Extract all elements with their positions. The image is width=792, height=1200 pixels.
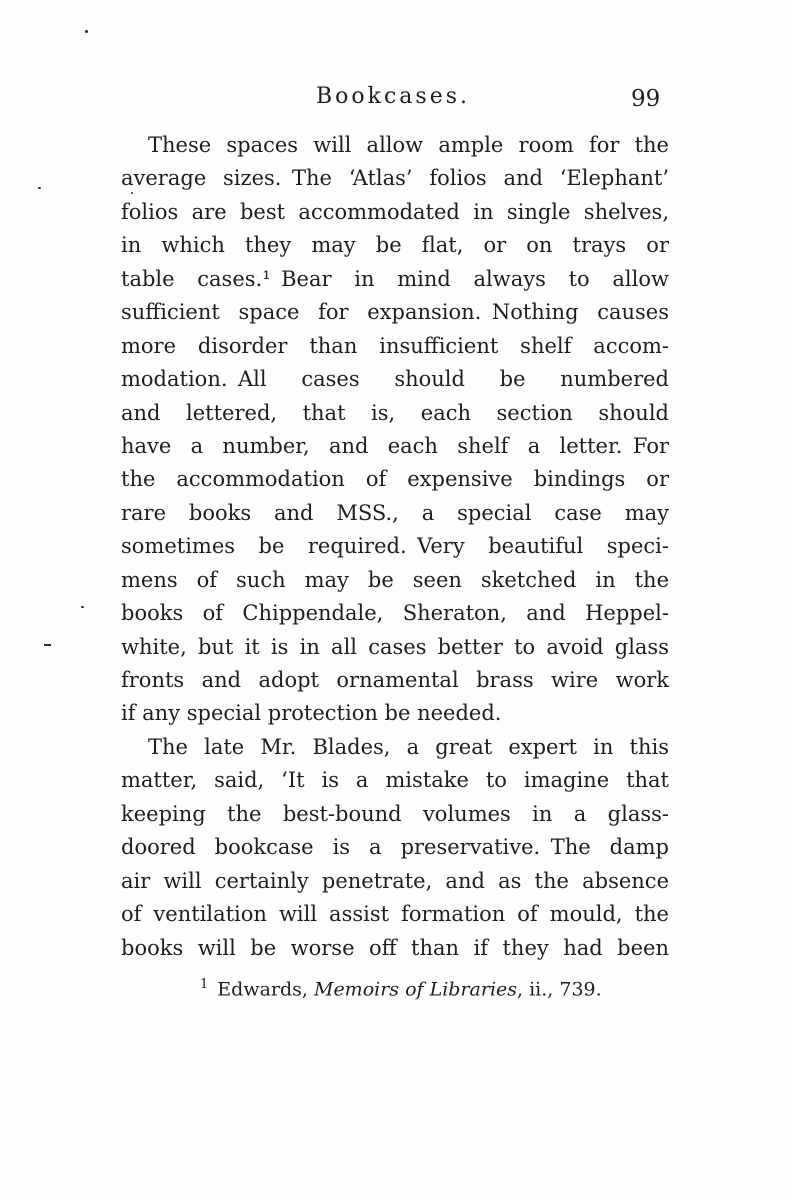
text-line: sometimes be required. Very beautiful speci- <box>121 534 669 559</box>
text-line: doored bookcase is a preservative. The damp <box>121 835 669 860</box>
text-line: rare books and MSS., a special case may <box>121 500 669 525</box>
scan-speck-dot <box>131 192 133 194</box>
text-line: more disorder than insufficient shelf accom- <box>121 333 669 358</box>
scan-speck-dot <box>38 187 41 189</box>
scan-speck-dash <box>44 644 51 646</box>
footnote-author: Edwards, <box>217 978 314 1001</box>
body-text <box>121 129 669 965</box>
footnote <box>200 972 602 1002</box>
text-line: books of Chippendale, Sheraton, and Heppel- <box>121 601 669 626</box>
text-line: and lettered, that is, each section should <box>121 400 669 425</box>
text-line: The late Mr. Blades, a great expert in this <box>148 734 669 759</box>
page-title: Bookcases. <box>316 84 471 109</box>
text-line: modation. All cases should be numbered <box>121 367 669 392</box>
text-line: air will certainly penetrate, and as the absence <box>121 868 669 893</box>
text-line: table cases.¹ Bear in mind always to allow <box>121 266 669 291</box>
text-line: white, but it is in all cases better to avoid glass <box>121 634 669 659</box>
text-line: average sizes. The ‘Atlas’ folios and ‘Elephant’ <box>121 166 669 191</box>
footnote-work-title: Memoirs of Libraries <box>313 978 518 1001</box>
text-line: folios are best accommodated in single shelves, <box>121 199 669 224</box>
text-line: These spaces will allow ample room for the <box>148 133 669 157</box>
text-line: of ventilation will assist formation of mould, the <box>121 902 669 927</box>
footnote-reference: , ii., 739. <box>517 978 602 1001</box>
text-line: keeping the best-bound volumes in a glass- <box>121 801 669 826</box>
text-line: books will be worse off than if they had been <box>121 935 669 960</box>
text-line: mens of such may be seen sketched in the <box>121 567 669 592</box>
text-line: have a number, and each shelf a letter. For <box>121 433 669 458</box>
text-line: if any special protection be needed. <box>121 701 502 726</box>
scan-speck-dot <box>85 30 88 33</box>
text-line: sufficient space for expansion. Nothing causes <box>121 300 669 325</box>
scan-speck-dot <box>81 606 84 608</box>
text-line: in which they may be flat, or on trays or <box>121 233 669 258</box>
text-line: the accommodation of expensive bindings or <box>121 467 669 492</box>
page-number: 99 <box>631 86 661 112</box>
text-line: fronts and adopt ornamental brass wire work <box>121 668 669 692</box>
text-line: matter, said, ‘It is a mistake to imagine that <box>121 768 669 793</box>
footnote-marker: 1 <box>200 977 209 992</box>
